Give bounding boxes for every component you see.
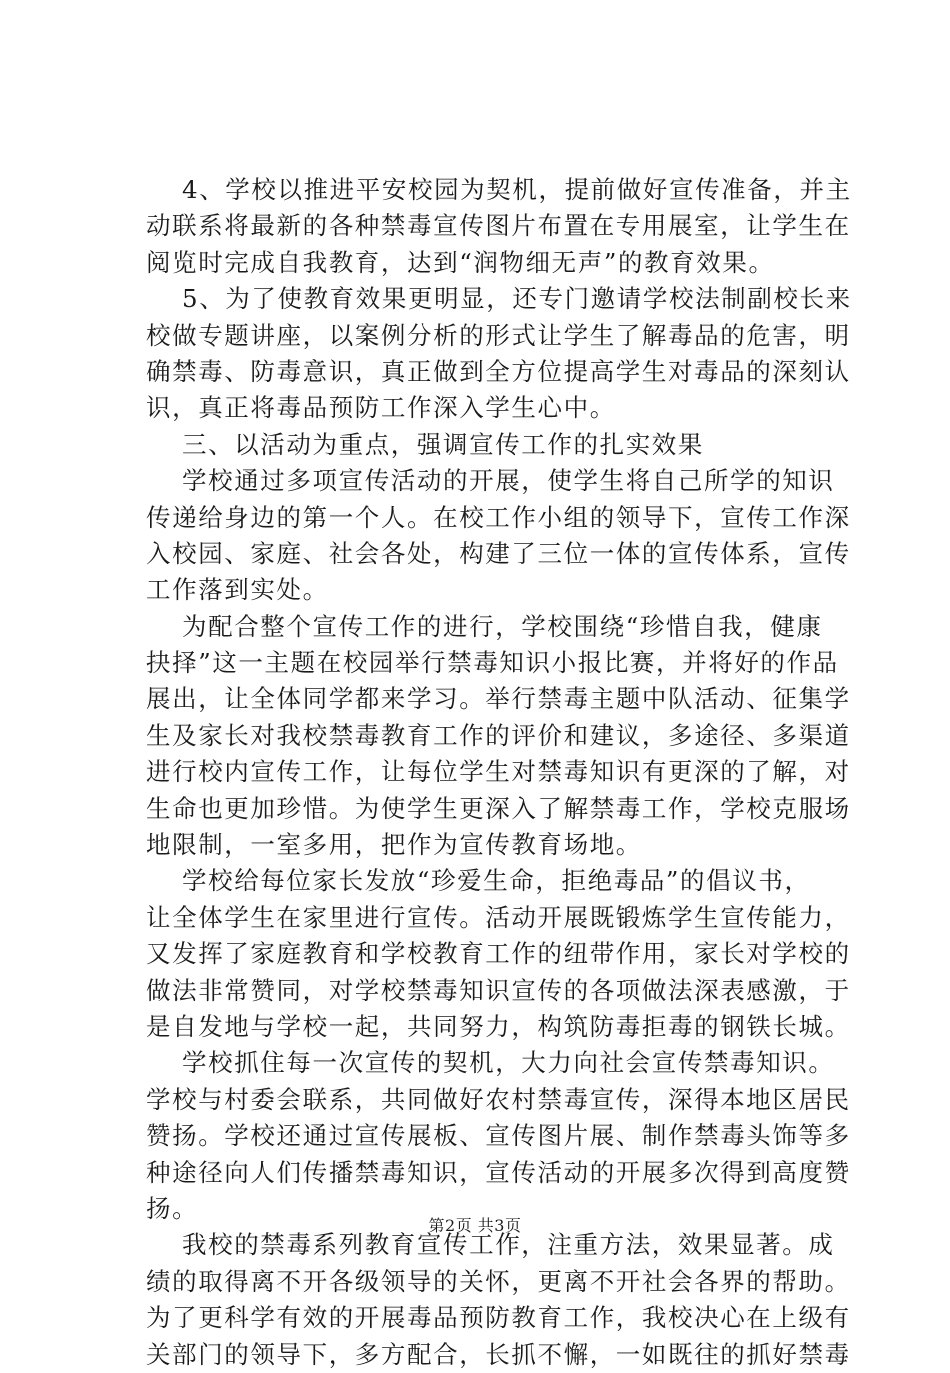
text-line: 工作落到实处。 [146, 575, 329, 605]
text-line: 做法非常赞同，对学校禁毒知识宣传的各项做法深表感激，于 [146, 975, 851, 1005]
text-line: 学校给每位家长发放“珍爱生命，拒绝毒品”的倡议书， [182, 866, 811, 896]
text-line: 又发挥了家庭教育和学校教育工作的纽带作用，家长对学校的 [146, 939, 851, 969]
text-line: 扬。 [146, 1193, 199, 1223]
text-line: 生命也更加珍惜。为使学生更深入了解禁毒工作，学校克服场 [146, 793, 851, 823]
text-line: 为配合整个宣传工作的进行，学校围绕“珍惜自我，健康 [182, 611, 823, 641]
text-line: 地限制，一室多用，把作为宣传教育场地。 [146, 830, 642, 860]
text-line: 绩的取得离不开各级领导的关怀，更离不开社会各界的帮助。 [146, 1266, 851, 1296]
text-line: 种途径向人们传播禁毒知识，宣传活动的开展多次得到高度赞 [146, 1157, 851, 1187]
text-line: 关部门的领导下，多方配合，长抓不懈，一如既往的抓好禁毒 [146, 1339, 851, 1369]
text-line: 我校的禁毒系列教育宣传工作，注重方法，效果显著。成 [182, 1230, 835, 1260]
text-line: 传递给身边的第一个人。在校工作小组的领导下，宣传工作深 [146, 502, 851, 532]
text-line: 4、学校以推进平安校园为契机，提前做好宣传准备，并主 [182, 175, 852, 204]
text-line: 是自发地与学校一起，共同努力，构筑防毒拒毒的钢铁长城。 [146, 1011, 851, 1041]
text-line: 学校与村委会联系，共同做好农村禁毒宣传，深得本地区居民 [146, 1084, 851, 1114]
text-line: 生及家长对我校禁毒教育工作的评价和建议，多途径、多渠道 [146, 720, 851, 750]
text-line: 5、为了使教育效果更明显，还专门邀请学校法制副校长来 [182, 284, 852, 314]
text-line: 赞扬。学校还通过宣传展板、宣传图片展、制作禁毒头饰等多 [146, 1121, 851, 1151]
text-line: 动联系将最新的各种禁毒宣传图片布置在专用展室，让学生在 [146, 211, 851, 241]
text-line: 识，真正将毒品预防工作深入学生心中。 [146, 393, 616, 423]
text-line: 阅览时完成自我教育，达到“润物细无声”的教育效果。 [146, 247, 775, 277]
text-line: 校做专题讲座，以案例分析的形式让学生了解毒品的危害，明 [146, 320, 851, 350]
text-line: 进行校内宣传工作，让每位学生对禁毒知识有更深的了解，对 [146, 757, 851, 787]
text-line: 展出，让全体同学都来学习。举行禁毒主题中队活动、征集学 [146, 684, 851, 714]
page-footer: 第2页 共3页 [428, 1216, 522, 1235]
text-line: 为了更科学有效的开展毒品预防教育工作，我校决心在上级有 [146, 1303, 851, 1333]
text-line: 入校园、家庭、社会各处，构建了三位一体的宣传体系，宣传 [146, 538, 851, 568]
text-line: 让全体学生在家里进行宣传。活动开展既锻炼学生宣传能力， [146, 902, 851, 932]
text-line: 抉择”这一主题在校园举行禁毒知识小报比赛，并将好的作品 [146, 648, 839, 678]
text-line: 学校抓住每一次宣传的契机，大力向社会宣传禁毒知识。 [182, 1048, 835, 1078]
text-line: 三、以活动为重点，强调宣传工作的扎实效果 [182, 429, 704, 459]
text-line: 学校通过多项宣传活动的开展，使学生将自己所学的知识 [182, 466, 835, 496]
document-body [146, 172, 852, 1373]
text-line: 确禁毒、防毒意识，真正做到全方位提高学生对毒品的深刻认 [146, 356, 851, 386]
